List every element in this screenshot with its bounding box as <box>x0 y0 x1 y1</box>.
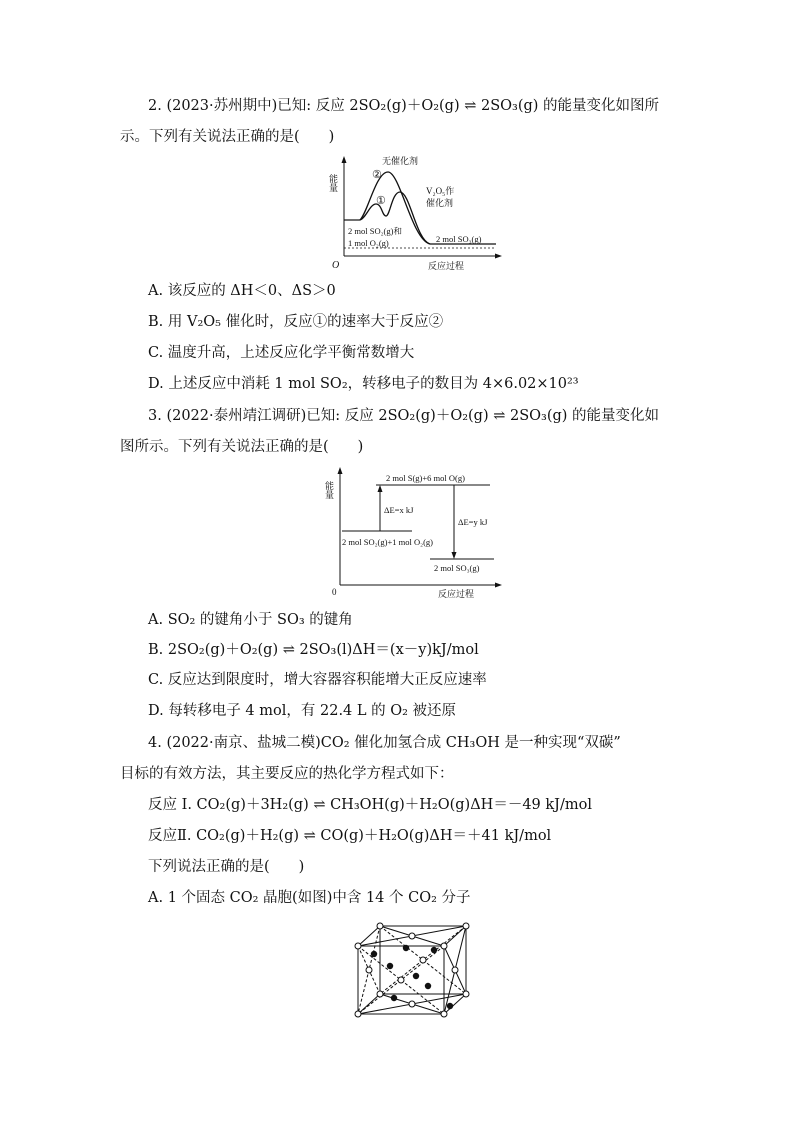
q3-label-dx: ΔE=x kJ <box>384 505 414 515</box>
q3-label-dy: ΔE=y kJ <box>458 517 488 527</box>
q4-reaction-2: 反应Ⅱ. CO₂(g)＋H₂(g) ⇌ CO(g)＋H₂O(g)ΔH＝＋41 kJ/mol <box>148 828 552 844</box>
q2-option-d: D. 上述反应中消耗 1 mol SO₂，转移电子的数目为 4×6.02×10²³ <box>148 376 579 392</box>
q2-stem-line1: 2. (2023·苏州期中)已知: 反应 2SO₂(g)＋O₂(g) ⇌ 2SO₃(g) 的能量变化如图所 <box>148 98 660 114</box>
q2-option-c: C. 温度升高，上述反应化学平衡常数增大 <box>148 345 415 361</box>
q3-option-c: C. 反应达到限度时，增大容器容积能增大正反应速率 <box>148 672 487 688</box>
q2-energy-diagram <box>330 152 510 272</box>
q2-origin: O <box>332 260 340 271</box>
q3-label-reactant: 2 mol SO₂(g)+1 mol O₂(g) <box>342 537 433 547</box>
q2-stem-line2: 示。下列有关说法正确的是( ) <box>120 129 335 145</box>
q3-x-axis-label: 反应过程 <box>438 589 475 599</box>
q2-option-b: B. 用 V₂O₅ 催化时，反应①的速率大于反应② <box>148 314 444 330</box>
q3-energy-diagram <box>326 465 510 605</box>
q2-curve-1 <box>360 192 430 244</box>
q2-label-curve2: ② <box>372 169 382 181</box>
q2-label-reactant-a: 2 mol SO₂(g)和 <box>348 226 402 236</box>
co2-unit-cell-diagram <box>350 920 480 1024</box>
q4-prompt: 下列说法正确的是( ) <box>148 859 305 875</box>
q3-label-top: 2 mol S(g)+6 mol O(g) <box>386 473 465 483</box>
q3-option-b: B. 2SO₂(g)＋O₂(g) ⇌ 2SO₃(l)ΔH＝(x－y)kJ/mol <box>148 642 479 658</box>
q3-stem-line1: 3. (2022·泰州靖江调研)已知: 反应 2SO₂(g)＋O₂(g) ⇌ 2SO₃(g) 的能量变化如 <box>148 408 660 424</box>
q2-label-no-catalyst: 无催化剂 <box>382 156 419 166</box>
q4-reaction-1: 反应 Ⅰ. CO₂(g)＋3H₂(g) ⇌ CH₃OH(g)＋H₂O(g)ΔH＝－49 kJ/mol <box>148 797 592 813</box>
q2-option-a: A. 该反应的 ΔH＜0、ΔS＞0 <box>148 283 336 299</box>
q3-stem-line2: 图所示。下列有关说法正确的是( ) <box>120 439 364 455</box>
q3-label-product: 2 mol SO₃(g) <box>434 563 480 573</box>
q3-option-d: D. 每转移电子 4 mol，有 22.4 L 的 O₂ 被还原 <box>148 703 457 719</box>
q4-option-a: A. 1 个固态 CO₂ 晶胞(如图)中含 14 个 CO₂ 分子 <box>148 890 471 906</box>
q2-label-product: 2 mol SO₃(g) <box>436 234 482 244</box>
q2-label-curve1: ① <box>376 195 386 207</box>
q4-stem-line2: 目标的有效方法，其主要反应的热化学方程式如下： <box>120 766 454 782</box>
q2-label-v2o5-a: V₂O₅作 <box>426 186 455 196</box>
q2-x-axis-label: 反应过程 <box>428 261 465 271</box>
q3-y-axis-label: 能量 <box>324 481 334 499</box>
q2-label-reactant-b: 1 mol O₂(g) <box>348 238 389 248</box>
q3-option-a: A. SO₂ 的键角小于 SO₃ 的键角 <box>148 612 353 628</box>
q2-label-v2o5-b: 催化剂 <box>426 198 454 208</box>
q2-y-axis-label: 能量 <box>328 174 338 192</box>
q3-origin: 0 <box>332 587 337 597</box>
q4-stem-line1: 4. (2022·南京、盐城二模)CO₂ 催化加氢合成 CH₃OH 是一种实现“双碳” <box>148 735 621 751</box>
